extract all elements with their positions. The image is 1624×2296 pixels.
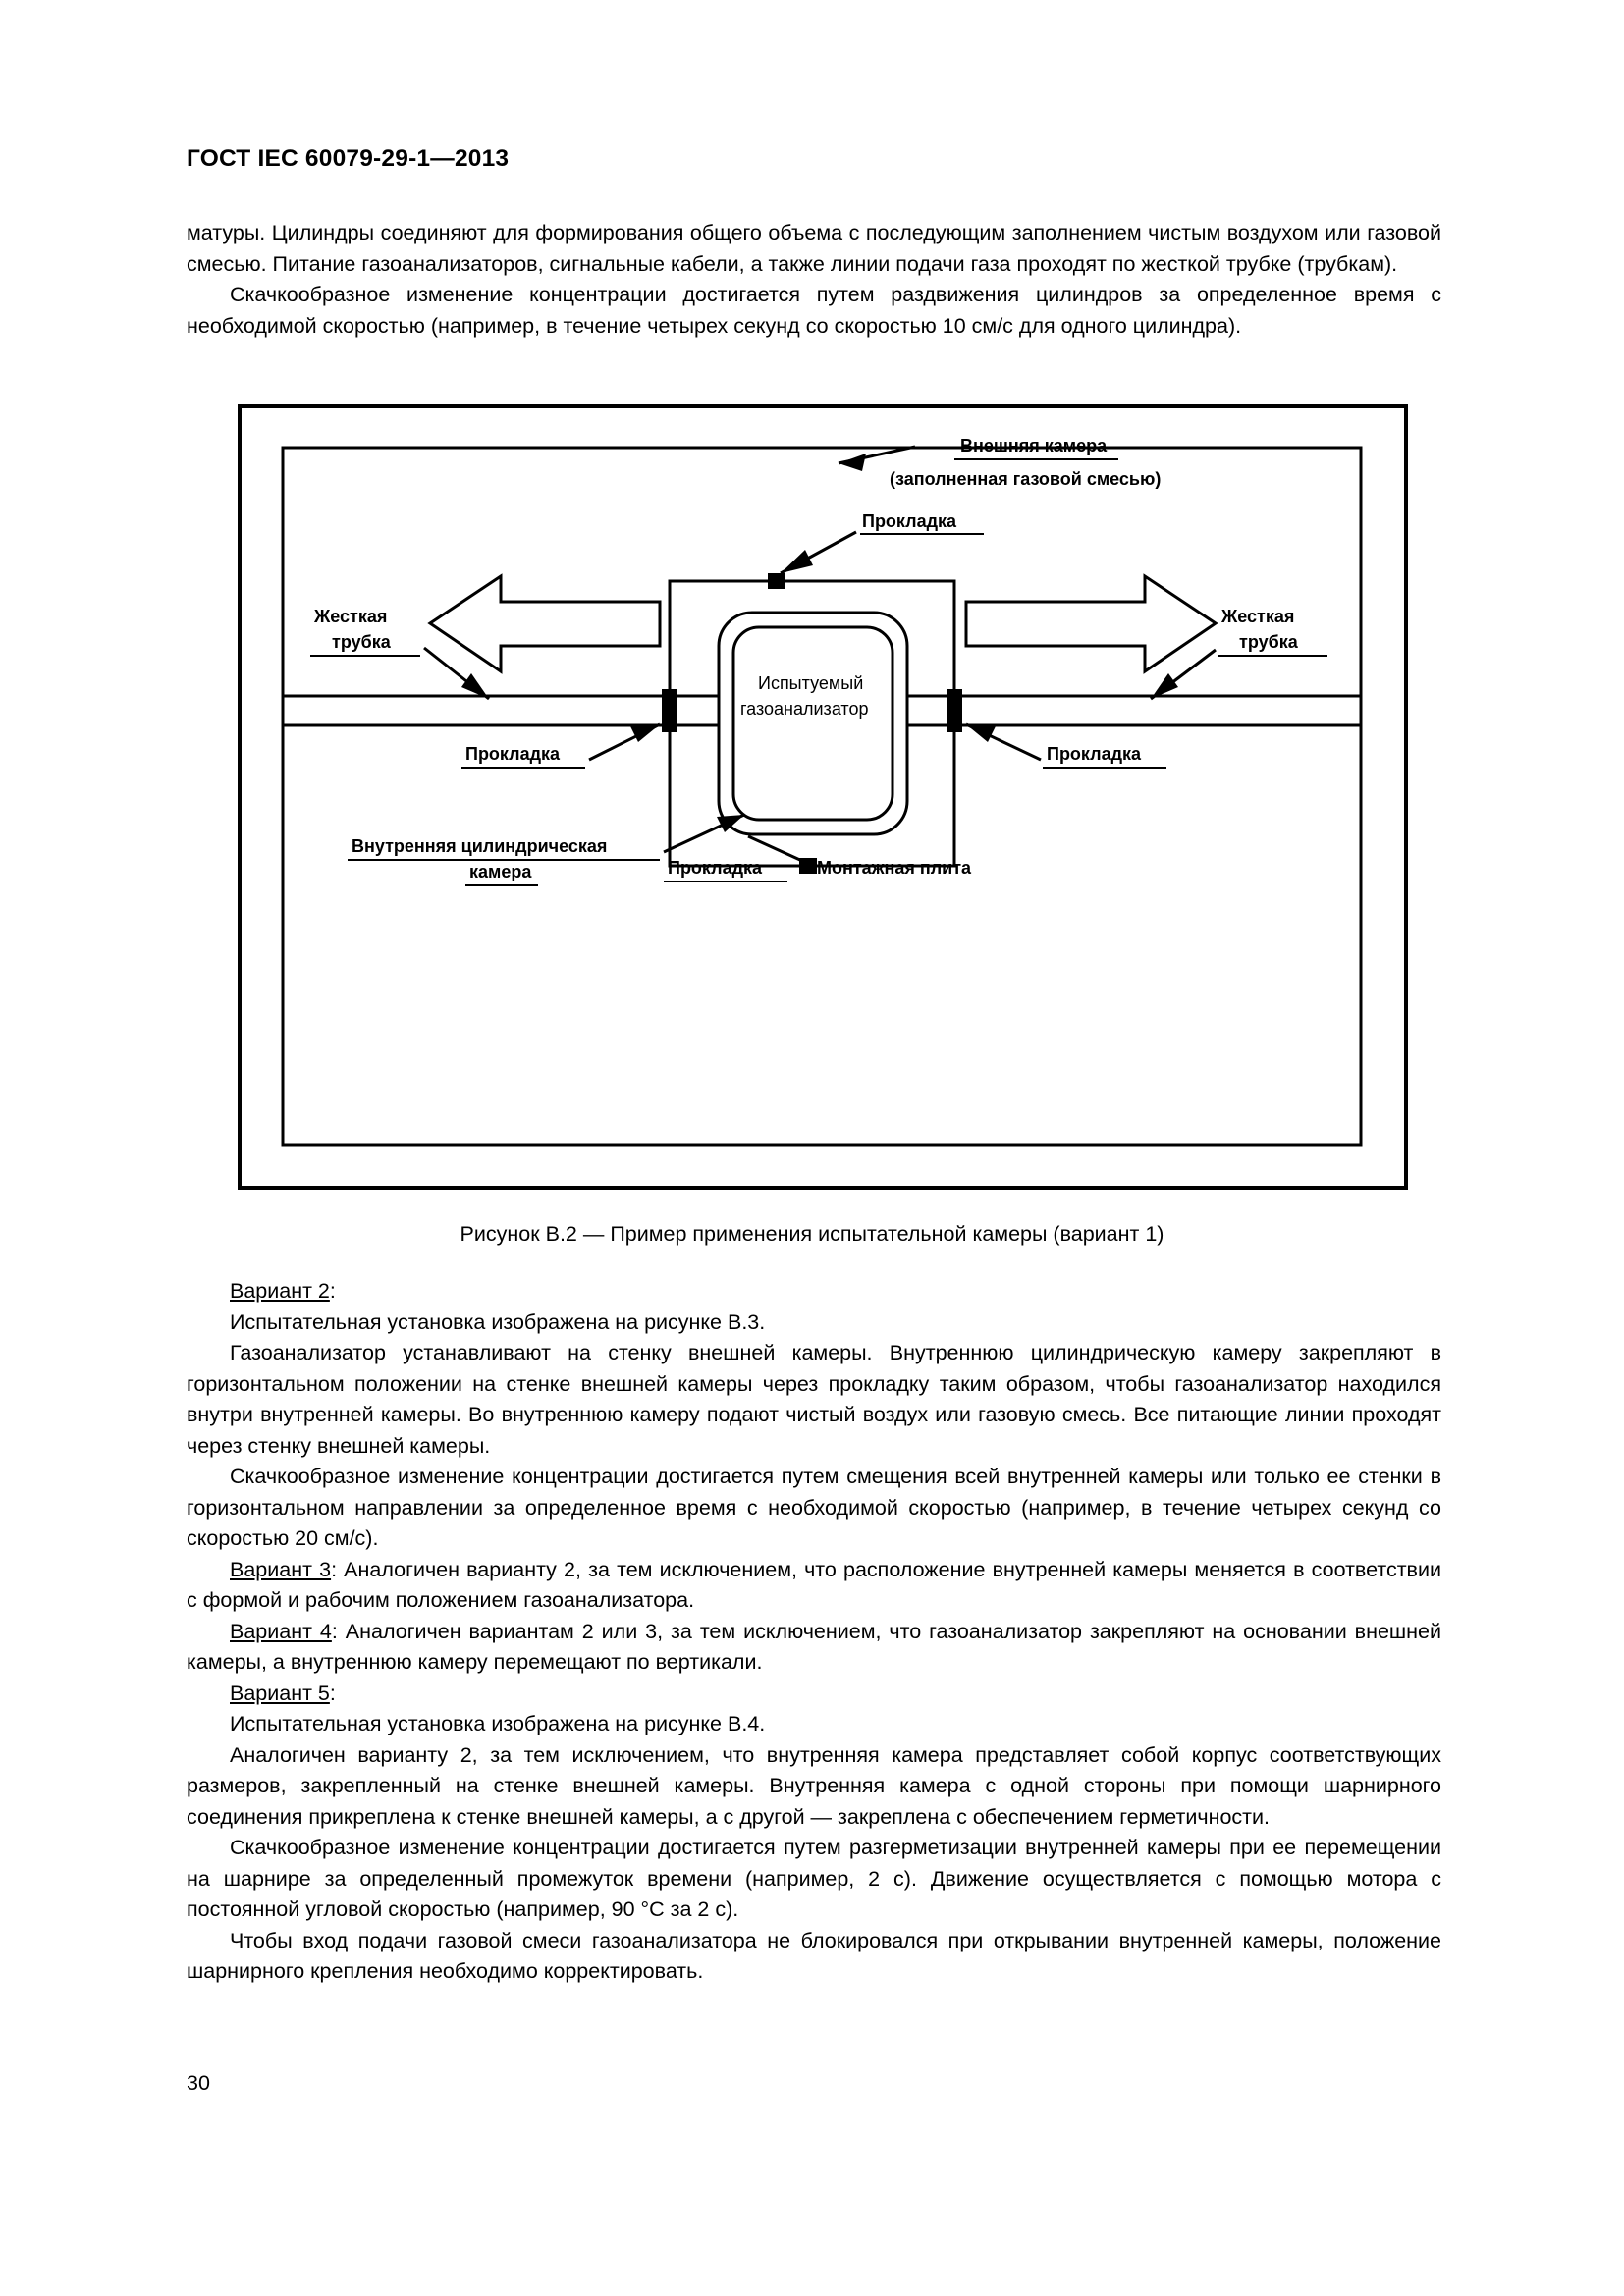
variant-5-label: Вариант 5 <box>230 1681 330 1705</box>
label-outer-chamber-line1: Внешняя камера <box>960 436 1108 455</box>
variant-3-paragraph <box>187 1555 1441 1617</box>
variant-5-colon: : <box>329 1681 336 1705</box>
gasket-left-mark <box>662 689 677 732</box>
figure-b2 <box>238 404 1408 1190</box>
label-outer-chamber-line2: (заполненная газовой смесью) <box>890 469 1162 489</box>
gasket-top-mark <box>768 573 785 589</box>
variant-5-line4: Чтобы вход подачи газовой смеси газоанализатора не блокировался при открывании внутренней камеры, положение шарнирного крепления необходимо корректировать. <box>187 1928 1441 1983</box>
page-header-title: ГОСТ IEC 60079-29-1—2013 <box>187 145 510 172</box>
variant-2-line1: Испытательная установка изображена на рисунке В.3. <box>230 1309 766 1334</box>
label-rigid-tube-left-1: Жесткая <box>314 607 388 626</box>
variant-3-label: Вариант 3 <box>230 1557 332 1581</box>
variant-5-heading <box>187 1679 1441 1710</box>
label-gasket-right: Прокладка <box>1047 744 1142 764</box>
variant-5-line1: Испытательная установка изображена на рисунке В.4. <box>230 1712 766 1735</box>
page-number: 30 <box>187 2071 210 2095</box>
variant-2-line3: Скачкообразное изменение концентрации достигается путем смещения всей внутренней камеры или только ее стенки в горизонтальном направлении за определенное время с необходимой скоростью (например, в течение четырех секунд со скоростью 20 см/с). <box>187 1465 1441 1550</box>
label-detector-line1: Испытуемый <box>758 673 864 693</box>
intro-text-block <box>187 218 1441 342</box>
variant-4-text: : Аналогичен вариантам 2 или 3, за тем исключением, что газоанализатор закрепляют на основании внешней камеры, а внутреннюю камеру перемещают по вертикали. <box>187 1619 1442 1674</box>
label-detector-line2: газоанализатор <box>740 699 869 719</box>
label-gasket-bottom: Прокладка <box>668 858 763 878</box>
variant-2-line2: Газоанализатор устанавливают на стенку внешней камеры. Внутреннюю цилиндрическую камеру закрепляют в горизонтальном положении на стенке внешней камеры через прокладку таким образом, чтобы газоанализатор находился внутри внутренней камеры. Во внутреннюю камеру подают чистый воздух или газовую смесь. Все питающие линии проходят через стенку внешней камеры. <box>187 1341 1441 1458</box>
label-mounting-plate: Монтажная плита <box>817 858 972 878</box>
variants-text-block <box>187 1276 1441 1988</box>
variant-5-line2: Аналогичен варианту 2, за тем исключением, что внутренняя камера представляет собой корпус соответствующих размеров, закрепленный на стенке внешней камеры. Внутренняя камера с одной стороны при помощи шарнирного соединения прикреплена к стенке внешней камеры, а с другой — закреплена с обеспечением герметичности. <box>187 1742 1441 1829</box>
label-inner-chamber-1: Внутренняя цилиндрическая <box>352 836 608 856</box>
variant-5-line3: Скачкообразное изменение концентрации достигается путем разгерметизации внутренней камеры при ее перемещении на шарнире за определенный промежуток времени (например, 2 с). Движение осуществляется с помощью мотора с постоянной угловой скоростью (например, 90 °С за 2 с). <box>187 1836 1441 1921</box>
variant-2-colon: : <box>329 1279 336 1303</box>
variant-4-paragraph <box>187 1617 1441 1679</box>
label-rigid-tube-right-1: Жесткая <box>1221 607 1295 626</box>
variant-2-heading <box>187 1276 1441 1308</box>
gasket-right-mark <box>947 689 962 732</box>
label-rigid-tube-left-2: трубка <box>332 632 391 652</box>
label-gasket-left: Прокладка <box>465 744 561 764</box>
variant-4-label: Вариант 4 <box>230 1619 332 1643</box>
label-rigid-tube-right-2: трубка <box>1239 632 1298 652</box>
paragraph-2: Скачкообразное изменение концентрации достигается путем раздвижения цилиндров за определенное время с необходимой скоростью (например, в течение четырех секунд со скоростью 10 см/с для одного цилиндра). <box>187 283 1441 338</box>
label-gasket-top: Прокладка <box>862 511 957 531</box>
variant-3-text: : Аналогичен варианту 2, за тем исключением, что расположение внутренней камеры меняется в соответствии с формой и рабочим положением газоанализатора. <box>187 1557 1441 1612</box>
label-inner-chamber-2: камера <box>469 862 532 881</box>
variant-2-label: Вариант 2 <box>230 1279 330 1303</box>
figure-caption: Рисунок В.2 — Пример применения испытательной камеры (вариант 1) <box>460 1222 1164 1246</box>
paragraph-1: матуры. Цилиндры соединяют для формирования общего объема с последующим заполнением чистым воздухом или газовой смесью. Питание газоанализаторов, сигнальные кабели, а также линии подачи газа проходят по жесткой трубке (трубкам). <box>187 221 1441 276</box>
